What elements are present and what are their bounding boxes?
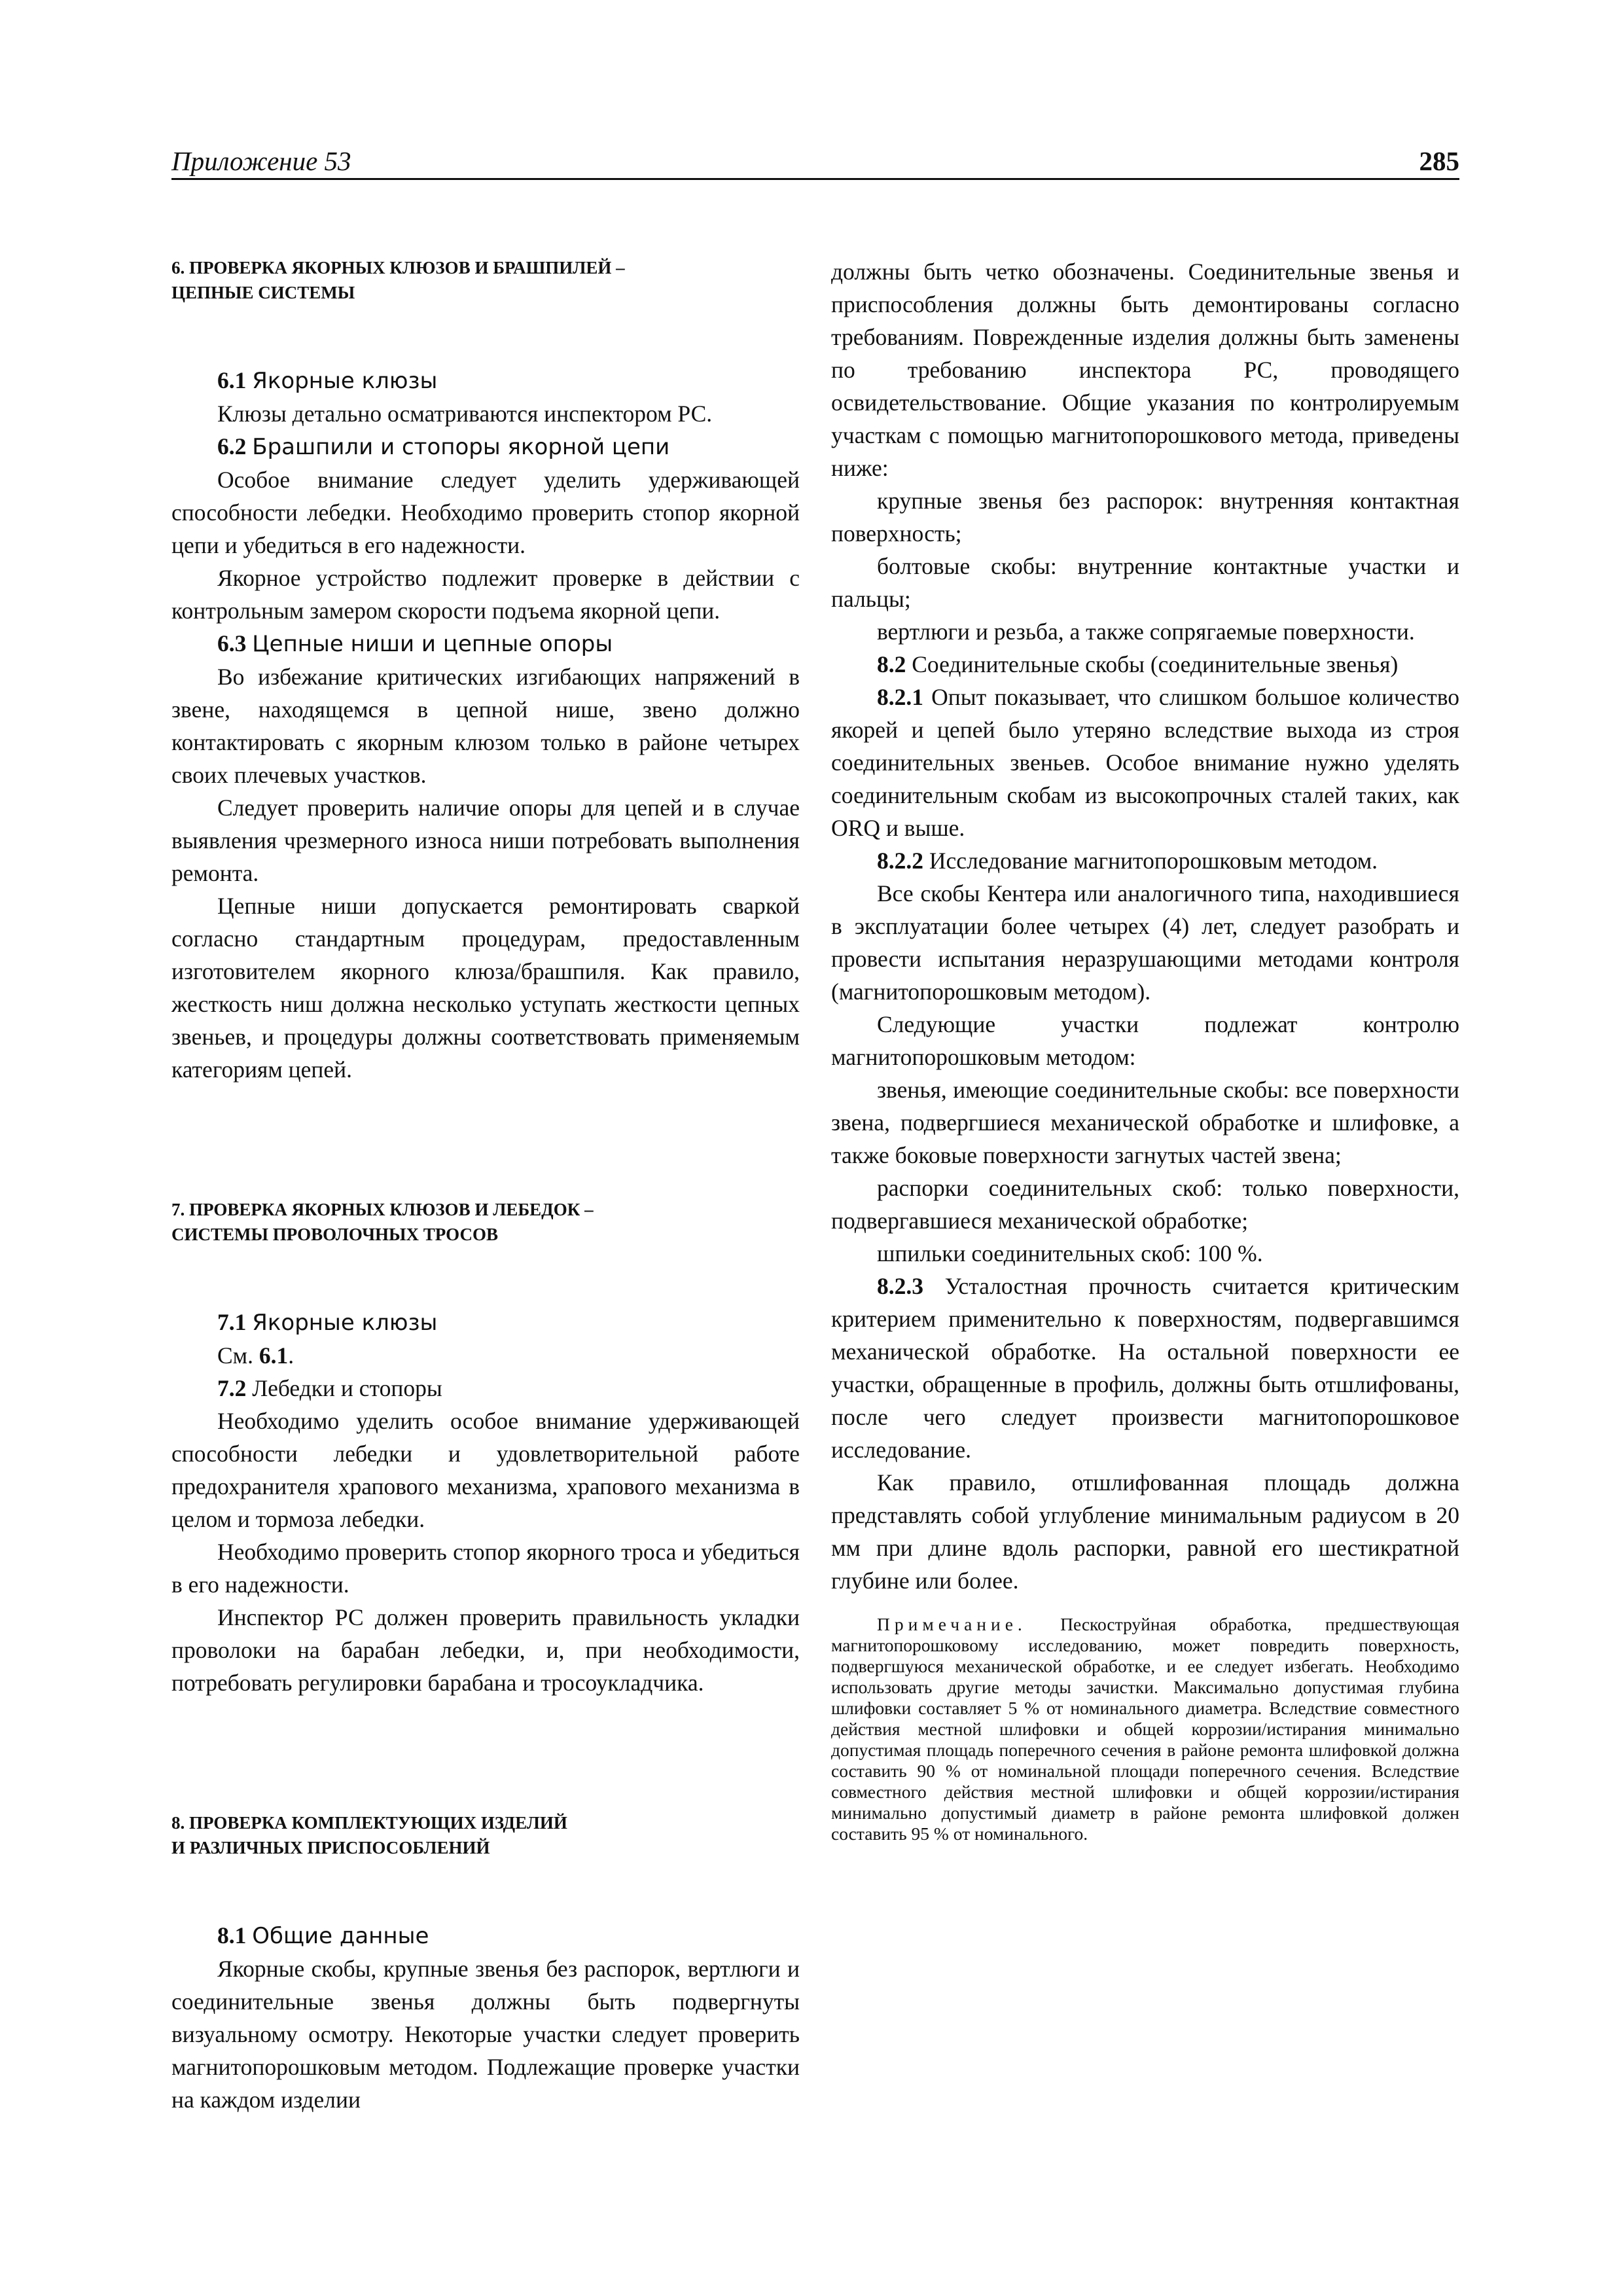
- subsection-number: 6.1: [217, 367, 247, 393]
- clause-8-2-2: [831, 844, 1459, 877]
- see-prefix: См.: [217, 1342, 254, 1369]
- note-label: Примечание.: [877, 1614, 1027, 1634]
- paragraph: Инспектор РС должен проверить правильность укладки проволоки на барабан лебедки, и, при необходимости, потребовать регулировки барабана и тросоукладчика.: [171, 1604, 800, 1696]
- section-7-heading-line-2: СИСТЕМЫ ПРОВОЛОЧНЫХ ТРОСОВ: [171, 1225, 498, 1244]
- list-item: шпильки соединительных скоб: 100 %.: [877, 1240, 1263, 1266]
- see-reference: 6.1: [259, 1342, 289, 1369]
- paragraph: Цепные ниши допускается ремонтировать сваркой согласно стандартным процедурам, предоставленным изготовителем якорного клюза/брашпиля. Как правило, жесткость ниш должна несколько уступать жесткости цепных звеньев, и процедуры должны соответствовать применяемым категориям цепей.: [171, 893, 800, 1083]
- page-number: 285: [1419, 146, 1459, 176]
- clause-8-2-1: [831, 681, 1459, 844]
- cross-reference: [171, 1339, 800, 1372]
- note-block: [831, 1614, 1459, 1844]
- clause-number: 8.2.3: [877, 1273, 923, 1299]
- subsection-number: 6.2: [217, 433, 247, 459]
- clause-8-2-3: [831, 1270, 1459, 1466]
- running-head-title: Приложение 53: [171, 146, 351, 176]
- list-item: звенья, имеющие соединительные скобы: все поверхности звена, подвергшиеся механической обработке и шлифовке, а также боковые поверхности загнутых частей звена;: [831, 1077, 1459, 1168]
- right-column: [831, 255, 1459, 1844]
- note-paragraph: [831, 1614, 1459, 1844]
- subsection-title: Брашпили и стопоры якорной цепи: [252, 434, 670, 460]
- paragraph: Необходимо проверить стопор якорного троса и убедиться в его надежности.: [171, 1539, 800, 1598]
- running-head: [171, 145, 1459, 185]
- paragraph: Все скобы Кентера или аналогичного типа, находившиеся в эксплуатации более четырех (4) лет, следует разобрать и провести испытания неразрушающими методами контроля (магнитопорошковым методом).: [831, 880, 1459, 1005]
- subsection-number: 7.1: [217, 1309, 247, 1335]
- note-text: Пескоструйная обработка, предшествующая магнитопорошковому исследованию, может повредить поверхность, подвергшуюся механической обработке, и ее следует избегать. Необходимо использовать другие методы зачистки. Максимально допустимая глубина шлифовки составляет 5 % от номинального диаметра. Вследствие совместного действия местной шлифовки и общей коррозии/истирания минимально допустимая площадь поперечного сечения в районе ремонта шлифовкой должна составить 90 % от номинальной площади поперечного сечения. Вследствие совместного действия местной шлифовки и общей коррозии/истирания минимально допустимый диаметр в районе ремонта шлифовкой должен составить 95 % от номинального.: [831, 1614, 1460, 1844]
- subsection-6-1-heading: [171, 364, 800, 397]
- section-8-heading-line-1: 8. ПРОВЕРКА КОМПЛЕКТУЮЩИХ ИЗДЕЛИЙ: [171, 1813, 567, 1833]
- paragraph: Следует проверить наличие опоры для цепей и в случае выявления чрезмерного износа ниши потребовать выполнения ремонта.: [171, 795, 800, 886]
- header-rule: [171, 178, 1459, 180]
- section-6-heading-line-2: ЦЕПНЫЕ СИСТЕМЫ: [171, 283, 355, 302]
- subsection-7-2-heading: [171, 1372, 800, 1405]
- subsection-number: 7.2: [217, 1375, 247, 1401]
- subsection-8-1-heading: [171, 1919, 800, 1952]
- section-8-heading-line-2: И РАЗЛИЧНЫХ ПРИСПОСОБЛЕНИЙ: [171, 1838, 490, 1857]
- clause-number: 8.2.2: [877, 848, 923, 874]
- section-6-heading-line-1: 6. ПРОВЕРКА ЯКОРНЫХ КЛЮЗОВ И БРАШПИЛЕЙ –: [171, 258, 625, 278]
- clause-text: Исследование магнитопорошковым методом.: [929, 848, 1378, 874]
- paragraph: Как правило, отшлифованная площадь должна представлять собой углубление минимальным радиусом в 20 мм при длине вдоль распорки, равной его шестикратной глубине или более.: [831, 1469, 1459, 1594]
- subsection-number: 8.2: [877, 651, 906, 677]
- paragraph: Якорное устройство подлежит проверке в действии с контрольным замером скорости подъема якорной цепи.: [171, 565, 800, 624]
- left-column: [171, 255, 800, 2116]
- subsection-number: 6.3: [217, 630, 247, 656]
- subsection-7-1-heading: [171, 1306, 800, 1339]
- list-item: болтовые скобы: внутренние контактные участки и пальцы;: [831, 553, 1459, 612]
- subsection-title: Якорные клюзы: [252, 368, 438, 394]
- see-suffix: .: [288, 1342, 294, 1369]
- subsection-8-2-heading: [831, 648, 1459, 681]
- paragraph: Необходимо уделить особое внимание удерживающей способности лебедки и удовлетворительной работе предохранителя храпового механизма, храпового механизма в целом и тормоза лебедки.: [171, 1408, 800, 1532]
- paragraph: Клюзы детально осматриваются инспектором РС.: [217, 401, 713, 427]
- clause-text: Опыт показывает, что слишком большое количество якорей и цепей было утеряно вследствие выхода из строя соединительных звеньев. Особое внимание нужно уделять соединительным скобам из высокопрочных сталей таких, как ORQ и выше.: [831, 684, 1459, 841]
- list-item: крупные звенья без распорок: внутренняя контактная поверхность;: [831, 488, 1459, 547]
- section-7-heading-line-1: 7. ПРОВЕРКА ЯКОРНЫХ КЛЮЗОВ И ЛЕБЕДОК –: [171, 1200, 594, 1219]
- subsection-title: Якорные клюзы: [252, 1310, 438, 1336]
- subsection-title: Соединительные скобы (соединительные звенья): [912, 651, 1399, 677]
- subsection-6-2-heading: [171, 430, 800, 463]
- section-8-heading: [171, 1810, 800, 1860]
- paragraph: Якорные скобы, крупные звенья без распорок, вертлюги и соединительные звенья должны быть подвергнуты визуальному осмотру. Некоторые участки следует проверить магнитопорошковым методом. Подлежащие проверке участки на каждом изделии: [171, 1956, 800, 2113]
- list-item: распорки соединительных скоб: только поверхности, подвергавшиеся механической обработке;: [831, 1175, 1459, 1234]
- list-item: вертлюги и резьба, а также сопрягаемые поверхности.: [877, 619, 1415, 645]
- clause-text: Усталостная прочность считается критическим критерием применительно к поверхностям, подвергавшимся механической обработке. На остальной поверхности ее участки, обращенные в профиль, должны быть отшлифованы, после чего следует произвести магнитопорошковое исследование.: [831, 1273, 1460, 1463]
- clause-number: 8.2.1: [877, 684, 923, 710]
- paragraph: Особое внимание следует уделить удерживающей способности лебедки. Необходимо проверить стопор якорной цепи и убедиться в его надежности.: [171, 467, 800, 558]
- paragraph: Следующие участки подлежат контролю магнитопорошковым методом:: [831, 1011, 1459, 1070]
- paragraph: Во избежание критических изгибающих напряжений в звене, находящемся в цепной нише, звено должно контактировать с якорным клюзом только в районе четырех своих плечевых участков.: [171, 664, 800, 788]
- paragraph-continued: должны быть четко обозначены. Соединительные звенья и приспособления должны быть демонтированы согласно требованиям. Поврежденные изделия должны быть заменены по требованию инспектора РС, проводящего освидетельствование. Общие указания по контролируемым участкам с помощью магнитопорошкового метода, приведены ниже:: [831, 259, 1459, 481]
- subsection-title: Лебедки и стопоры: [252, 1375, 442, 1401]
- section-6-heading: [171, 255, 800, 305]
- subsection-title: Цепные ниши и цепные опоры: [252, 631, 613, 657]
- subsection-6-3-heading: [171, 627, 800, 660]
- section-7-heading: [171, 1197, 800, 1247]
- subsection-title: Общие данные: [252, 1923, 429, 1949]
- subsection-number: 8.1: [217, 1922, 247, 1948]
